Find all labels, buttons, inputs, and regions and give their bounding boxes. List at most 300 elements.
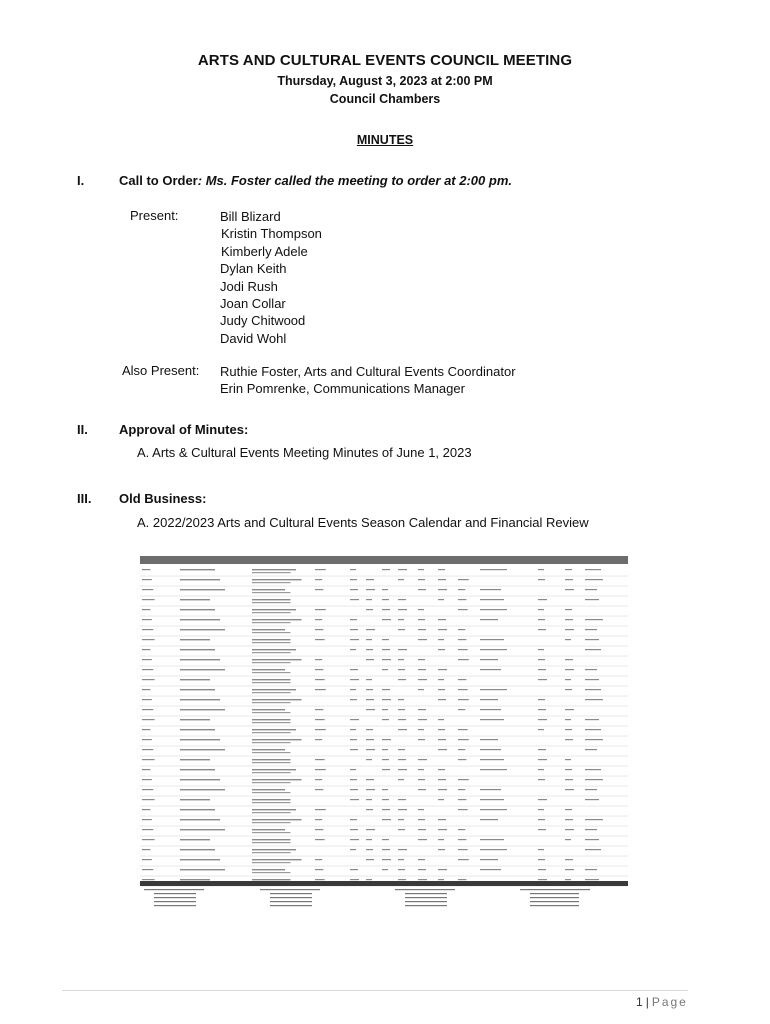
- spreadsheet-cell-mark: [252, 752, 291, 753]
- spreadsheet-cell-mark: [480, 619, 498, 620]
- spreadsheet-cell-mark: [142, 699, 152, 700]
- spreadsheet-cell-mark: [315, 779, 322, 780]
- spreadsheet-cell-mark: [538, 569, 544, 570]
- spreadsheet-cell-mark: [418, 729, 424, 730]
- spreadsheet-cell-mark: [398, 669, 405, 670]
- spreadsheet-summary-mark: [154, 897, 196, 898]
- spreadsheet-cell-mark: [350, 579, 357, 580]
- spreadsheet-cell-mark: [538, 749, 546, 750]
- spreadsheet-cell-mark: [252, 659, 302, 660]
- spreadsheet-cell-mark: [585, 789, 597, 790]
- spreadsheet-cell-mark: [366, 709, 375, 710]
- spreadsheet-cell-mark: [252, 769, 296, 770]
- spreadsheet-summary-mark: [530, 901, 579, 902]
- spreadsheet-cell-mark: [565, 719, 571, 720]
- spreadsheet-cell-mark: [398, 629, 405, 630]
- spreadsheet-cell-mark: [565, 619, 573, 620]
- spreadsheet-cell-mark: [418, 769, 424, 770]
- spreadsheet-summary: [144, 889, 590, 906]
- spreadsheet-cell-mark: [252, 779, 302, 780]
- spreadsheet-cell-mark: [252, 652, 291, 653]
- also-present-label: Also Present:: [122, 363, 200, 378]
- spreadsheet-cell-mark: [565, 769, 572, 770]
- spreadsheet-cell-mark: [538, 579, 545, 580]
- spreadsheet-cell-mark: [480, 689, 507, 690]
- spreadsheet-cell-mark: [350, 589, 358, 590]
- spreadsheet-cell-mark: [252, 649, 296, 650]
- spreadsheet-cell-mark: [382, 709, 388, 710]
- spreadsheet-cell-mark: [438, 669, 447, 670]
- spreadsheet-cell-mark: [565, 839, 571, 840]
- spreadsheet-cell-mark: [350, 779, 357, 780]
- spreadsheet-cell-mark: [480, 819, 498, 820]
- spreadsheet-cell-mark: [180, 869, 225, 870]
- spreadsheet-cell-mark: [565, 759, 571, 760]
- section-2-heading: Approval of Minutes:: [119, 422, 249, 437]
- spreadsheet-cell-mark: [315, 589, 323, 590]
- spreadsheet-cell-mark: [252, 589, 285, 590]
- spreadsheet-cell-mark: [480, 699, 498, 700]
- spreadsheet-cell-mark: [382, 619, 391, 620]
- spreadsheet-cell-mark: [366, 739, 374, 740]
- spreadsheet-cell-mark: [565, 629, 574, 630]
- spreadsheet-cell-mark: [252, 829, 285, 830]
- spreadsheet-cell-mark: [418, 859, 425, 860]
- spreadsheet-cell-mark: [366, 679, 372, 680]
- spreadsheet-cell-mark: [350, 669, 358, 670]
- spreadsheet-cell-mark: [438, 869, 447, 870]
- spreadsheet-cell-mark: [142, 679, 155, 680]
- spreadsheet-cell-mark: [458, 709, 465, 710]
- spreadsheet-cell-mark: [418, 629, 426, 630]
- spreadsheet-cell-mark: [366, 629, 375, 630]
- spreadsheet-cell-mark: [382, 789, 388, 790]
- spreadsheet-cell-mark: [315, 669, 323, 670]
- spreadsheet-cell-mark: [565, 869, 574, 870]
- spreadsheet-cell-mark: [315, 639, 325, 640]
- spreadsheet-cell-mark: [398, 569, 407, 570]
- spreadsheet-cell-mark: [252, 749, 285, 750]
- spreadsheet-cell-mark: [350, 799, 359, 800]
- spreadsheet-cell-mark: [418, 759, 427, 760]
- spreadsheet-cell-mark: [180, 649, 215, 650]
- spreadsheet-cell-mark: [252, 822, 291, 823]
- spreadsheet-cell-mark: [398, 709, 405, 710]
- spreadsheet-cell-mark: [252, 569, 296, 570]
- spreadsheet-cell-mark: [366, 849, 373, 850]
- spreadsheet-cell-mark: [180, 879, 210, 880]
- spreadsheet-cell-mark: [398, 619, 404, 620]
- spreadsheet-cell-mark: [142, 759, 155, 760]
- spreadsheet-cell-mark: [480, 749, 501, 750]
- spreadsheet-cell-mark: [180, 769, 215, 770]
- spreadsheet-cell-mark: [480, 669, 501, 670]
- spreadsheet-cell-mark: [398, 659, 404, 660]
- spreadsheet-cell-mark: [252, 599, 291, 600]
- spreadsheet-cell-mark: [565, 609, 572, 610]
- spreadsheet-cell-mark: [585, 779, 603, 780]
- spreadsheet-cell-mark: [585, 739, 603, 740]
- spreadsheet-cell-mark: [585, 729, 601, 730]
- spreadsheet-cell-mark: [565, 819, 573, 820]
- spreadsheet-cell-mark: [538, 869, 546, 870]
- spreadsheet-cell-mark: [180, 689, 215, 690]
- spreadsheet-cell-mark: [418, 579, 425, 580]
- spreadsheet-cell-mark: [366, 609, 373, 610]
- spreadsheet-cell-mark: [252, 809, 296, 810]
- spreadsheet-cell-mark: [315, 819, 322, 820]
- spreadsheet-rows: [140, 569, 628, 886]
- spreadsheet-cell-mark: [142, 649, 150, 650]
- spreadsheet-cell-mark: [585, 669, 597, 670]
- spreadsheet-cell-mark: [538, 799, 547, 800]
- spreadsheet-cell-mark: [142, 849, 150, 850]
- spreadsheet-summary-mark: [405, 893, 447, 894]
- spreadsheet-cell-mark: [458, 789, 465, 790]
- spreadsheet-cell-mark: [418, 779, 425, 780]
- spreadsheet-cell-mark: [315, 829, 323, 830]
- spreadsheet-cell-mark: [382, 869, 388, 870]
- spreadsheet-cell-mark: [366, 659, 374, 660]
- spreadsheet-cell-mark: [480, 739, 498, 740]
- spreadsheet-cell-mark: [350, 639, 359, 640]
- spreadsheet-cell-mark: [252, 712, 291, 713]
- spreadsheet-cell-mark: [418, 609, 424, 610]
- spreadsheet-cell-mark: [142, 729, 150, 730]
- spreadsheet-summary-mark: [144, 889, 204, 890]
- spreadsheet-cell-mark: [538, 859, 545, 860]
- spreadsheet-cell-mark: [366, 689, 373, 690]
- spreadsheet-cell-mark: [458, 749, 465, 750]
- spreadsheet-cell-mark: [480, 799, 504, 800]
- spreadsheet-cell-mark: [480, 649, 507, 650]
- present-member: Bill Blizard: [220, 209, 281, 224]
- season-calendar-spreadsheet-image: [140, 553, 628, 913]
- spreadsheet-cell-mark: [366, 789, 375, 790]
- spreadsheet-cell-mark: [252, 812, 291, 813]
- spreadsheet-cell-mark: [252, 729, 296, 730]
- spreadsheet-cell-mark: [350, 739, 357, 740]
- spreadsheet-cell-mark: [565, 829, 574, 830]
- spreadsheet-cell-mark: [480, 839, 504, 840]
- spreadsheet-cell-mark: [398, 699, 404, 700]
- spreadsheet-summary-mark: [260, 889, 320, 890]
- spreadsheet-cell-mark: [366, 859, 374, 860]
- spreadsheet-cell-mark: [585, 749, 597, 750]
- spreadsheet-cell-mark: [142, 709, 153, 710]
- spreadsheet-cell-mark: [458, 859, 469, 860]
- spreadsheet-cell-mark: [252, 762, 291, 763]
- spreadsheet-cell-mark: [252, 699, 302, 700]
- spreadsheet-cell-mark: [350, 749, 358, 750]
- spreadsheet-cell-mark: [252, 622, 291, 623]
- spreadsheet-cell-mark: [538, 619, 545, 620]
- spreadsheet-cell-mark: [418, 819, 425, 820]
- spreadsheet-cell-mark: [180, 699, 220, 700]
- spreadsheet-cell-mark: [315, 609, 326, 610]
- spreadsheet-cell-mark: [585, 879, 599, 880]
- spreadsheet-cell-mark: [350, 769, 356, 770]
- spreadsheet-cell-mark: [180, 569, 215, 570]
- spreadsheet-cell-mark: [438, 879, 444, 880]
- present-member: Judy Chitwood: [220, 313, 306, 329]
- spreadsheet-cell-mark: [418, 709, 426, 710]
- spreadsheet-cell-mark: [438, 829, 447, 830]
- spreadsheet-cell-mark: [398, 759, 406, 760]
- spreadsheet-cell-mark: [458, 759, 466, 760]
- spreadsheet-cell-mark: [382, 609, 390, 610]
- spreadsheet-cell-mark: [565, 709, 574, 710]
- spreadsheet-cell-mark: [418, 879, 427, 880]
- spreadsheet-cell-mark: [585, 599, 599, 600]
- spreadsheet-cell-mark: [350, 819, 357, 820]
- spreadsheet-cell-mark: [458, 729, 468, 730]
- spreadsheet-cell-mark: [142, 599, 155, 600]
- spreadsheet-cell-mark: [350, 869, 358, 870]
- spreadsheet-cell-mark: [180, 819, 220, 820]
- spreadsheet-cell-mark: [350, 729, 356, 730]
- spreadsheet-cell-mark: [142, 719, 155, 720]
- spreadsheet-cell-mark: [585, 799, 599, 800]
- spreadsheet-cell-mark: [366, 699, 374, 700]
- spreadsheet-cell-mark: [142, 669, 153, 670]
- spreadsheet-cell-mark: [382, 749, 388, 750]
- spreadsheet-cell-mark: [252, 632, 291, 633]
- spreadsheet-cell-mark: [252, 722, 291, 723]
- spreadsheet-cell-mark: [585, 839, 599, 840]
- spreadsheet-cell-mark: [565, 659, 573, 660]
- spreadsheet-summary-mark: [270, 897, 312, 898]
- spreadsheet-cell-mark: [398, 859, 404, 860]
- spreadsheet-cell-mark: [180, 619, 220, 620]
- spreadsheet-cell-mark: [350, 599, 359, 600]
- spreadsheet-cell-mark: [418, 619, 425, 620]
- spreadsheet-cell-mark: [252, 609, 296, 610]
- present-member: Jodi Rush: [220, 278, 278, 294]
- spreadsheet-cell-mark: [180, 809, 215, 810]
- spreadsheet-cell-mark: [382, 769, 390, 770]
- spreadsheet-summary-mark: [395, 889, 455, 890]
- spreadsheet-cell-mark: [418, 639, 427, 640]
- spreadsheet-cell-mark: [252, 692, 291, 693]
- section-1-heading: [119, 173, 512, 188]
- present-member: Dylan Keith: [220, 261, 287, 277]
- spreadsheet-cell-mark: [350, 839, 359, 840]
- spreadsheet-cell-mark: [252, 709, 285, 710]
- spreadsheet-cell-mark: [585, 719, 599, 720]
- also-present-member: Erin Pomrenke, Communications Manager: [220, 381, 465, 397]
- spreadsheet-cell-mark: [142, 739, 152, 740]
- spreadsheet-cell-mark: [315, 679, 325, 680]
- spreadsheet-cell-mark: [315, 809, 326, 810]
- spreadsheet-cell-mark: [438, 569, 445, 570]
- spreadsheet-cell-mark: [180, 759, 210, 760]
- spreadsheet-cell-mark: [538, 879, 547, 880]
- spreadsheet-cell-mark: [252, 702, 291, 703]
- spreadsheet-cell-mark: [438, 749, 447, 750]
- spreadsheet-cell-mark: [480, 599, 504, 600]
- section-3-heading: Old Business:: [119, 491, 207, 506]
- spreadsheet-cell-mark: [438, 649, 445, 650]
- spreadsheet-cell-mark: [180, 629, 225, 630]
- spreadsheet-cell-mark: [252, 802, 291, 803]
- spreadsheet-cell-mark: [585, 869, 597, 870]
- spreadsheet-cell-mark: [180, 849, 215, 850]
- spreadsheet-cell-mark: [398, 769, 407, 770]
- section-2-item-a: A. Arts & Cultural Events Meeting Minutes of June 1, 2023: [137, 445, 472, 460]
- spreadsheet-cell-mark: [180, 609, 215, 610]
- spreadsheet-cell-mark: [418, 669, 426, 670]
- spreadsheet-summary-mark: [154, 901, 196, 902]
- spreadsheet-cell-mark: [252, 669, 285, 670]
- spreadsheet-cell-mark: [418, 829, 426, 830]
- spreadsheet-cell-mark: [538, 819, 545, 820]
- spreadsheet-cell-mark: [366, 779, 374, 780]
- document-label: MINUTES: [356, 133, 414, 147]
- spreadsheet-cell-mark: [585, 639, 599, 640]
- spreadsheet-cell-mark: [252, 592, 291, 593]
- spreadsheet-cell-mark: [538, 729, 544, 730]
- spreadsheet-cell-mark: [585, 699, 603, 700]
- spreadsheet-cell-mark: [458, 649, 468, 650]
- spreadsheet-cell-mark: [480, 869, 501, 870]
- spreadsheet-cell-mark: [538, 849, 544, 850]
- spreadsheet-cell-mark: [438, 789, 447, 790]
- spreadsheet-cell-mark: [538, 719, 547, 720]
- spreadsheet-cell-mark: [418, 569, 424, 570]
- spreadsheet-cell-mark: [350, 649, 356, 650]
- spreadsheet-cell-mark: [565, 789, 574, 790]
- spreadsheet-cell-mark: [480, 789, 501, 790]
- spreadsheet-cell-mark: [382, 859, 391, 860]
- spreadsheet-cell-mark: [252, 572, 291, 573]
- spreadsheet-cell-mark: [350, 789, 358, 790]
- spreadsheet-cell-mark: [398, 579, 404, 580]
- spreadsheet-summary-mark: [530, 905, 579, 906]
- present-member: Kristin Thompson: [221, 226, 322, 242]
- spreadsheet-cell-mark: [252, 789, 285, 790]
- spreadsheet-cell-mark: [252, 819, 302, 820]
- spreadsheet-cell-mark: [565, 639, 571, 640]
- spreadsheet-cell-mark: [480, 759, 504, 760]
- spreadsheet-cell-mark: [252, 682, 291, 683]
- spreadsheet-summary-mark: [520, 889, 590, 890]
- spreadsheet-cell-mark: [538, 609, 544, 610]
- meeting-location: Council Chambers: [329, 92, 441, 106]
- spreadsheet-cell-mark: [458, 579, 469, 580]
- spreadsheet-cell-mark: [538, 659, 545, 660]
- also-present-member: Ruthie Foster, Arts and Cultural Events Coordinator: [220, 364, 516, 379]
- spreadsheet-cell-mark: [142, 839, 155, 840]
- spreadsheet-cell-mark: [438, 679, 444, 680]
- spreadsheet-cell-mark: [180, 739, 220, 740]
- spreadsheet-cell-mark: [480, 719, 504, 720]
- spreadsheet-cell-mark: [252, 852, 291, 853]
- spreadsheet-cell-mark: [418, 679, 427, 680]
- spreadsheet-cell-mark: [565, 589, 574, 590]
- spreadsheet-cell-mark: [480, 849, 507, 850]
- spreadsheet-cell-mark: [418, 719, 427, 720]
- spreadsheet-cell-mark: [252, 629, 285, 630]
- spreadsheet-cell-mark: [252, 842, 291, 843]
- spreadsheet-cell-mark: [458, 599, 466, 600]
- spreadsheet-cell-mark: [142, 809, 150, 810]
- spreadsheet-cell-mark: [382, 669, 388, 670]
- footer-divider: [62, 990, 688, 991]
- spreadsheet-cell-mark: [252, 619, 302, 620]
- spreadsheet-summary-mark: [405, 901, 447, 902]
- present-list: [220, 208, 322, 347]
- spreadsheet-cell-mark: [398, 719, 406, 720]
- spreadsheet-cell-mark: [142, 879, 155, 880]
- spreadsheet-cell-mark: [252, 579, 302, 580]
- spreadsheet-cell-mark: [315, 689, 326, 690]
- spreadsheet-summary-mark: [405, 905, 447, 906]
- spreadsheet-cell-mark: [458, 609, 468, 610]
- spreadsheet-summary-mark: [154, 905, 196, 906]
- spreadsheet-cell-mark: [438, 849, 445, 850]
- spreadsheet-cell-mark: [315, 619, 322, 620]
- spreadsheet-cell-mark: [585, 649, 601, 650]
- spreadsheet-cell-mark: [180, 839, 210, 840]
- spreadsheet-cell-mark: [366, 839, 372, 840]
- spreadsheet-cell-mark: [585, 689, 601, 690]
- spreadsheet-cell-mark: [438, 799, 444, 800]
- spreadsheet-cell-mark: [350, 879, 359, 880]
- spreadsheet-cell-mark: [142, 869, 153, 870]
- spreadsheet-cell-mark: [315, 859, 322, 860]
- also-present-list: [220, 363, 516, 398]
- spreadsheet-cell-mark: [418, 739, 425, 740]
- spreadsheet-cell-mark: [585, 829, 597, 830]
- spreadsheet-cell-mark: [480, 609, 507, 610]
- spreadsheet-cell-mark: [438, 839, 444, 840]
- spreadsheet-summary-mark: [530, 897, 579, 898]
- spreadsheet-cell-mark: [418, 789, 426, 790]
- spreadsheet-cell-mark: [458, 809, 468, 810]
- spreadsheet-cell-mark: [398, 779, 404, 780]
- spreadsheet-cell-mark: [366, 749, 375, 750]
- spreadsheet-cell-mark: [315, 769, 326, 770]
- section-3-item-a: A. 2022/2023 Arts and Cultural Events Season Calendar and Financial Review: [137, 515, 589, 530]
- spreadsheet-cell-mark: [398, 849, 407, 850]
- spreadsheet-cell-mark: [142, 799, 155, 800]
- spreadsheet-cell-mark: [142, 689, 150, 690]
- spreadsheet-cell-mark: [382, 799, 389, 800]
- spreadsheet-cell-mark: [142, 749, 153, 750]
- section-2-numeral: II.: [77, 422, 88, 437]
- spreadsheet-cell-mark: [142, 639, 155, 640]
- spreadsheet-cell-mark: [315, 739, 322, 740]
- present-member: Joan Collar: [220, 296, 286, 312]
- spreadsheet-cell-mark: [180, 639, 210, 640]
- spreadsheet-cell-mark: [538, 629, 546, 630]
- spreadsheet-cell-mark: [366, 879, 372, 880]
- spreadsheet-cell-mark: [382, 569, 390, 570]
- spreadsheet-cell-mark: [366, 579, 374, 580]
- spreadsheet-cell-mark: [366, 799, 372, 800]
- spreadsheet-cell-mark: [180, 829, 225, 830]
- spreadsheet-cell-mark: [585, 819, 603, 820]
- page-number: 1: [636, 995, 643, 1009]
- spreadsheet-cell-mark: [315, 789, 323, 790]
- spreadsheet-cell-mark: [585, 619, 603, 620]
- spreadsheet-cell-mark: [438, 819, 446, 820]
- spreadsheet-cell-mark: [350, 679, 359, 680]
- spreadsheet-cell-mark: [438, 779, 446, 780]
- spreadsheet-cell-mark: [438, 769, 445, 770]
- spreadsheet-cell-mark: [180, 729, 215, 730]
